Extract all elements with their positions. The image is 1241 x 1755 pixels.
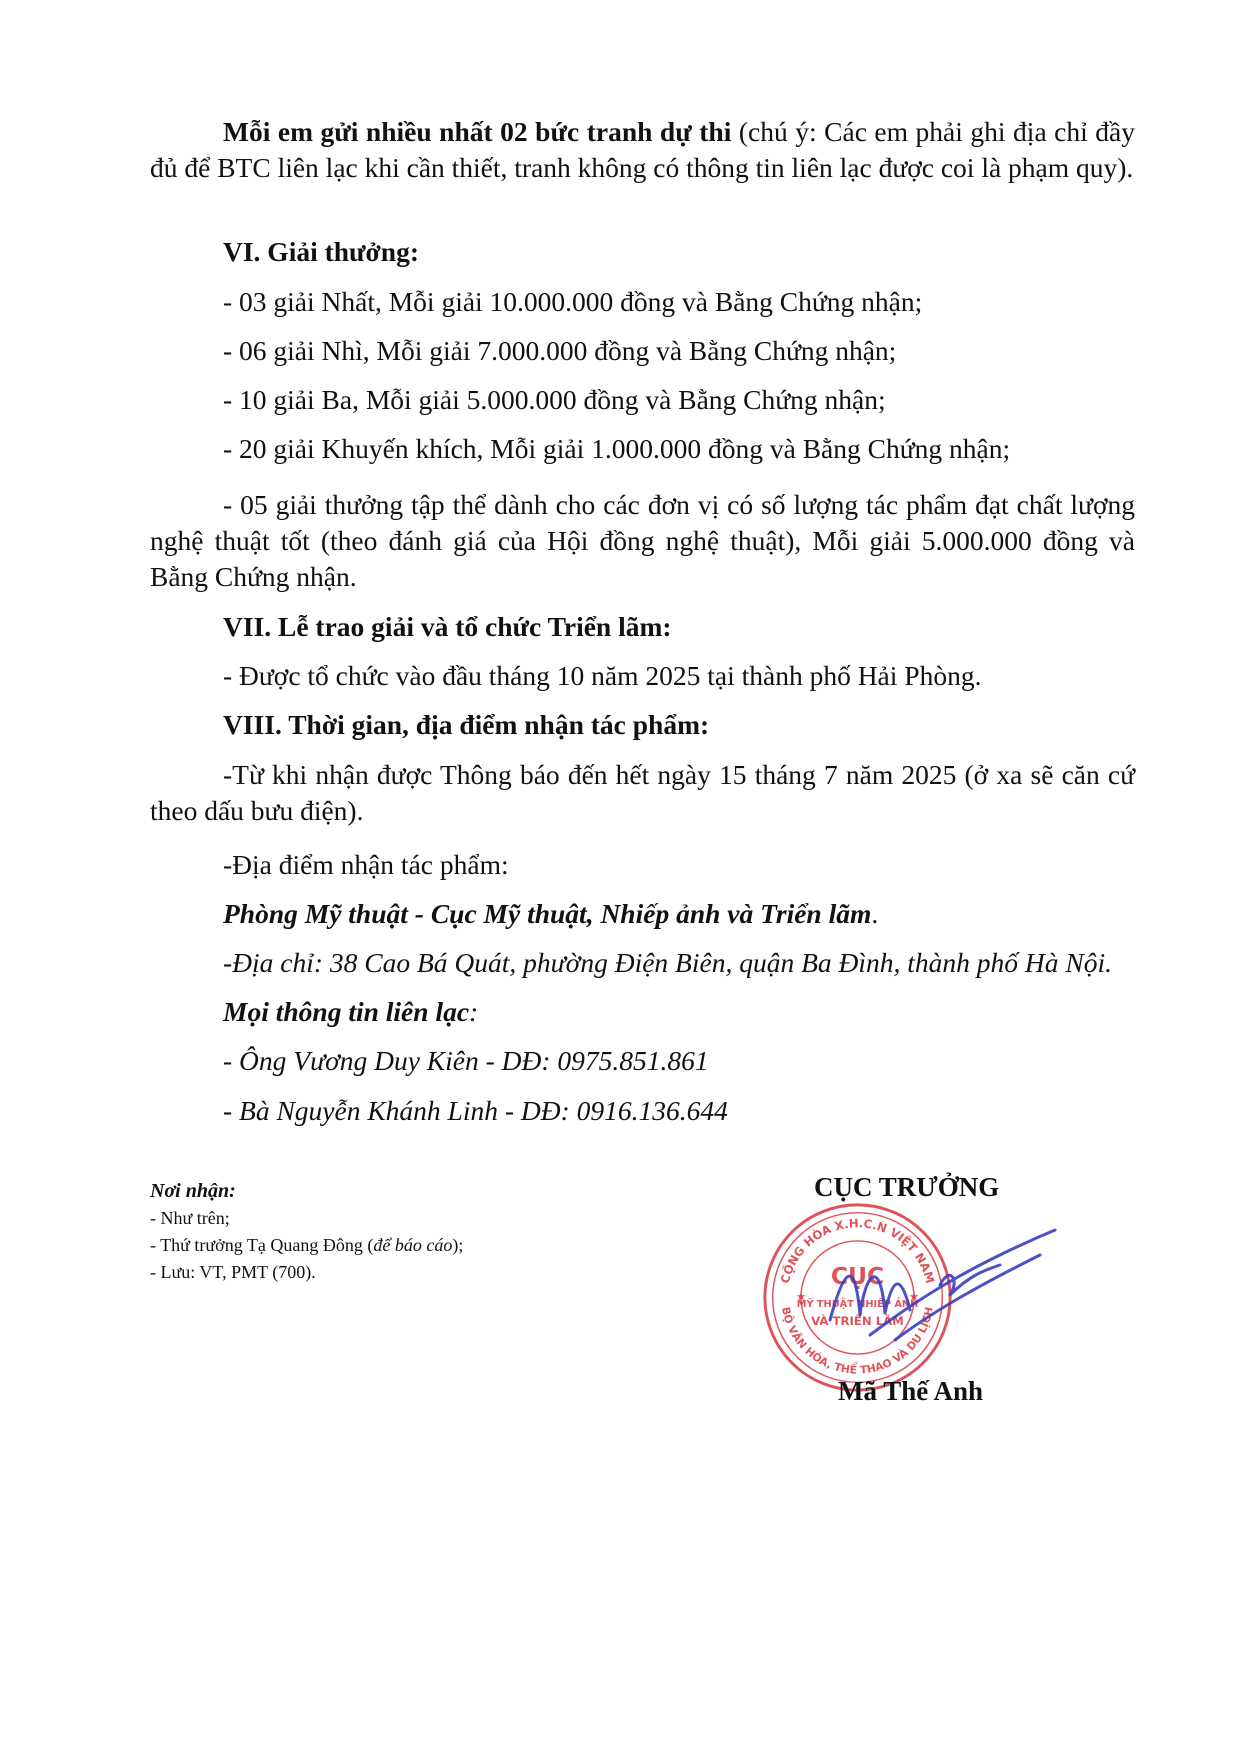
- section-8-heading: VIII. Thời gian, địa điểm nhận tác phẩm:: [223, 709, 710, 740]
- signer-name: Mã Thế Anh: [838, 1376, 984, 1406]
- prize-item-1: - 03 giải Nhất, Mỗi giải 10.000.000 đồng và Bằng Chứng nhận;: [223, 286, 923, 317]
- receiving-time: -Từ khi nhận được Thông báo đến hết ngày 15 tháng 7 năm 2025 (ở xa sẽ căn cứ theo dấu bưu điện).: [150, 759, 1135, 826]
- place-name-text: Phòng Mỹ thuật - Cục Mỹ thuật, Nhiếp ảnh và Triển lãm: [223, 898, 872, 929]
- contact-2: - Bà Nguyễn Khánh Linh - DĐ: 0916.136.644: [223, 1095, 728, 1126]
- intro-rest: (chú ý: Các em phải ghi địa chỉ đầy đủ để BTC liên lạc khi cần thiết, tranh không có thông tin liên lạc được coi là phạm quy).: [150, 116, 1135, 183]
- section-6-heading: VI. Giải thưởng:: [223, 236, 419, 267]
- stamp-line-2: MỸ THUẬT NHIẾP ẢNH: [796, 1299, 919, 1311]
- recipients-block: [150, 1178, 463, 1286]
- receiving-place-name: Phòng Mỹ thuật - Cục Mỹ thuật, Nhiếp ảnh và Triển lãm.: [223, 898, 879, 929]
- signer-title: CỤC TRƯỞNG: [814, 1172, 1000, 1202]
- prize-item-3: - 10 giải Ba, Mỗi giải 5.000.000 đồng và Bằng Chứng nhận;: [223, 384, 886, 415]
- stamp-line-3: VÀ TRIỂN LÃM: [811, 1313, 904, 1328]
- recipients-heading: Nơi nhận:: [150, 1180, 236, 1202]
- receiving-place-label: -Địa điểm nhận tác phẩm:: [223, 849, 509, 880]
- recipient-1: - Như trên;: [150, 1208, 230, 1228]
- section-7-heading: VII. Lễ trao giải và tổ chức Triển lãm:: [223, 611, 672, 642]
- receiving-address: -Địa chỉ: 38 Cao Bá Quát, phường Điện Biên, quận Ba Đình, thành phố Hà Nội.: [223, 947, 1112, 978]
- section-7-text: - Được tổ chức vào đầu tháng 10 năm 2025 tại thành phố Hải Phòng.: [223, 660, 982, 691]
- intro-bold: Mỗi em gửi nhiều nhất 02 bức tranh dự thi: [223, 116, 732, 147]
- prize-item-4: - 20 giải Khuyến khích, Mỗi giải 1.000.000 đồng và Bằng Chứng nhận;: [223, 433, 1011, 464]
- handwritten-signature: [800, 1225, 1070, 1355]
- svg-text:★: ★: [795, 1289, 807, 1304]
- contact-heading: Mọi thông tin liên lạc:: [223, 996, 479, 1027]
- contact-heading-text: Mọi thông tin liên lạc: [223, 996, 470, 1027]
- svg-text:★: ★: [908, 1289, 920, 1304]
- recipient-3: - Lưu: VT, PMT (700).: [150, 1262, 316, 1282]
- stamp-line-1: CỤC: [830, 1261, 885, 1290]
- stamp-top-arc: CỘNG HÒA X.H.C.N VIỆT NAM: [777, 1216, 938, 1285]
- recipient-2: - Thứ trưởng Tạ Quang Đông (để báo cáo);: [150, 1235, 464, 1255]
- prize-item-2: - 06 giải Nhì, Mỗi giải 7.000.000 đồng và Bằng Chứng nhận;: [223, 335, 897, 366]
- intro-paragraph: [150, 114, 1135, 186]
- prize-item-5: - 05 giải thưởng tập thể dành cho các đơn vị có số lượng tác phẩm đạt chất lượng nghệ thuật tốt (theo đánh giá của Hội đồng nghệ thuật), Mỗi giải 5.000.000 đồng và Bằng Chứng nhận.: [150, 489, 1135, 592]
- stamp-bottom-arc: BỘ VĂN HÓA, THỂ THAO VÀ DU LỊCH: [779, 1305, 936, 1377]
- contact-1: - Ông Vương Duy Kiên - DĐ: 0975.851.861: [223, 1045, 709, 1076]
